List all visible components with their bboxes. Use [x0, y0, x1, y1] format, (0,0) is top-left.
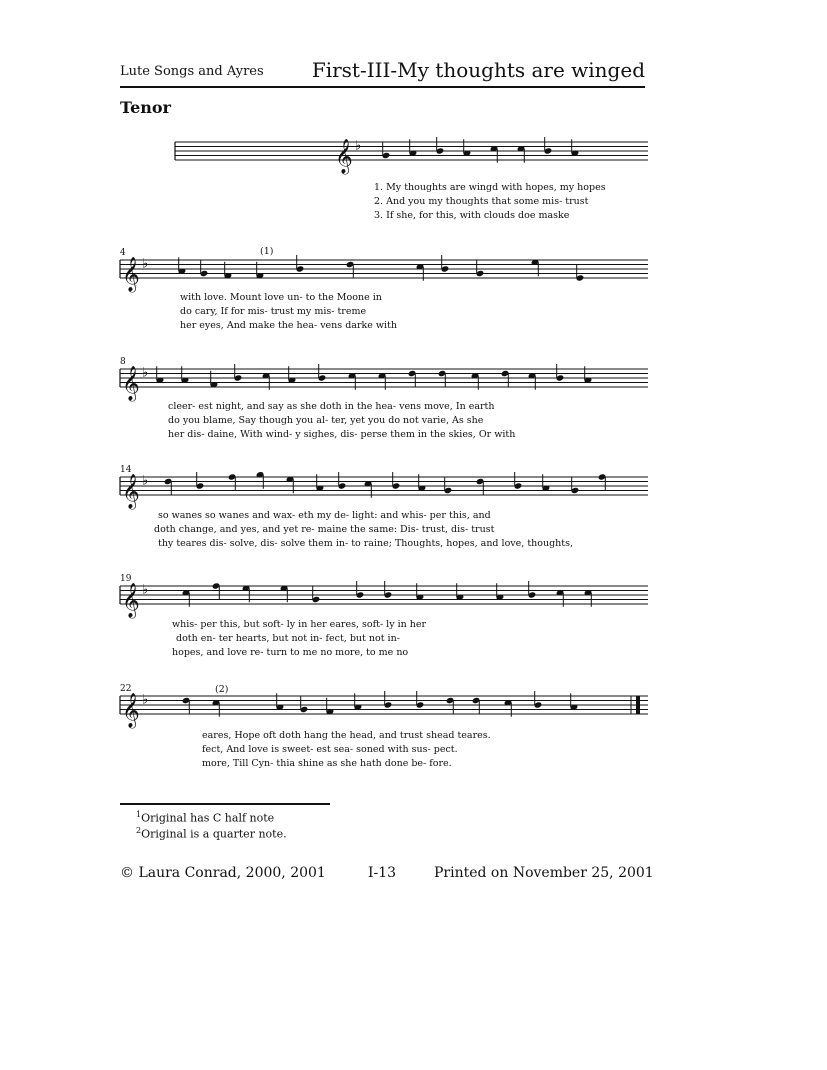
verse-line: with love. Mount love un- to the Moone in — [180, 292, 382, 303]
measure-number: 8 — [120, 357, 126, 367]
verse-line: her eyes, And make the hea- vens darke with — [180, 320, 397, 331]
flat-icon: ♭ — [142, 582, 149, 598]
verse-line: fect, And love is sweet- est sea- soned with sus- pect. — [202, 744, 458, 755]
verse-line: eares, Hope oft doth hang the head, and trust shead teares. — [202, 730, 491, 741]
verse-line: doth change, and yes, and yet re- maine the same: Dis- trust, dis- trust — [154, 524, 495, 535]
treble-clef-icon: 𝄞 — [122, 693, 140, 728]
treble-clef-icon: 𝄞 — [335, 139, 353, 174]
verse-line: so wanes so wanes and wax- eth my de- light: and whis- per this, and — [158, 510, 491, 521]
measure-number: 4 — [120, 248, 126, 258]
footnote-mark: (1) — [260, 246, 274, 257]
footer-copyright: © Laura Conrad, 2000, 2001 — [120, 865, 326, 881]
footnote-2: $^2$Original is a quarter note. — [136, 826, 287, 841]
treble-clef-icon: 𝄞 — [122, 257, 140, 292]
staff-system-1 — [120, 130, 650, 230]
footnote-mark: (2) — [215, 684, 229, 695]
verse-line: hopes, and love re- turn to me no more, to me no — [172, 647, 409, 658]
staff-system-5 — [120, 574, 650, 674]
staff-1 — [120, 130, 650, 180]
footnote-rule — [120, 803, 330, 805]
staff-system-4 — [120, 465, 650, 565]
flat-icon: ♭ — [142, 692, 149, 708]
staff-5 — [120, 574, 650, 624]
page-title: First-III-My thoughts are winged — [311, 58, 645, 82]
header-rule — [120, 86, 645, 88]
flat-icon: ♭ — [142, 365, 149, 381]
staff-system-3 — [120, 357, 650, 457]
staff-4 — [120, 465, 650, 515]
verse-line: do cary, If for mis- trust my mis- treme — [180, 306, 367, 317]
verse-line: thy teares dis- solve, dis- solve them in- to raine; Thoughts, hopes, and love, thoughts, — [158, 538, 574, 549]
staff-system-2 — [120, 248, 650, 348]
measure-number: 19 — [120, 574, 132, 584]
footnote-1: $^1$Original has C half note — [136, 810, 275, 825]
staff-6 — [120, 684, 650, 734]
footer-printed-date: Printed on November 25, 2001 — [434, 865, 654, 881]
verse-line: whis- per this, but soft- ly in her eares, soft- ly in her — [172, 619, 427, 630]
staff-3 — [120, 357, 650, 407]
verse-line: doth en- ter hearts, but not in- fect, but not in- — [176, 633, 400, 644]
flat-icon: ♭ — [142, 473, 149, 489]
verse-line: do you blame, Say though you al- ter, yet you do not varie, As she — [168, 415, 484, 426]
footer-page-number: I-13 — [368, 865, 397, 881]
verse-line: 3. If she, for this, with clouds doe maske — [374, 210, 570, 221]
verse-line: cleer- est night, and say as she doth in the hea- vens move, In earth — [168, 401, 495, 412]
part-name: Tenor — [120, 98, 171, 117]
measure-number: 22 — [120, 684, 132, 694]
staff-system-6 — [120, 684, 650, 784]
treble-clef-icon: 𝄞 — [122, 474, 140, 509]
staff-2 — [120, 248, 650, 298]
flat-icon: ♭ — [355, 138, 362, 154]
final-barline — [636, 696, 640, 714]
verse-line: her dis- daine, With wind- y sighes, dis- perse them in the skies, Or with — [168, 429, 516, 440]
flat-icon: ♭ — [142, 256, 149, 272]
treble-clef-icon: 𝄞 — [122, 583, 140, 618]
verse-line: more, Till Cyn- thia shine as she hath done be- fore. — [202, 758, 452, 769]
verse-line: 1. My thoughts are wingd with hopes, my hopes — [374, 182, 606, 193]
measure-number: 14 — [120, 465, 132, 475]
header-collection: Lute Songs and Ayres — [120, 64, 264, 79]
verse-line: 2. And you my thoughts that some mis- trust — [374, 196, 589, 207]
treble-clef-icon: 𝄞 — [122, 366, 140, 401]
